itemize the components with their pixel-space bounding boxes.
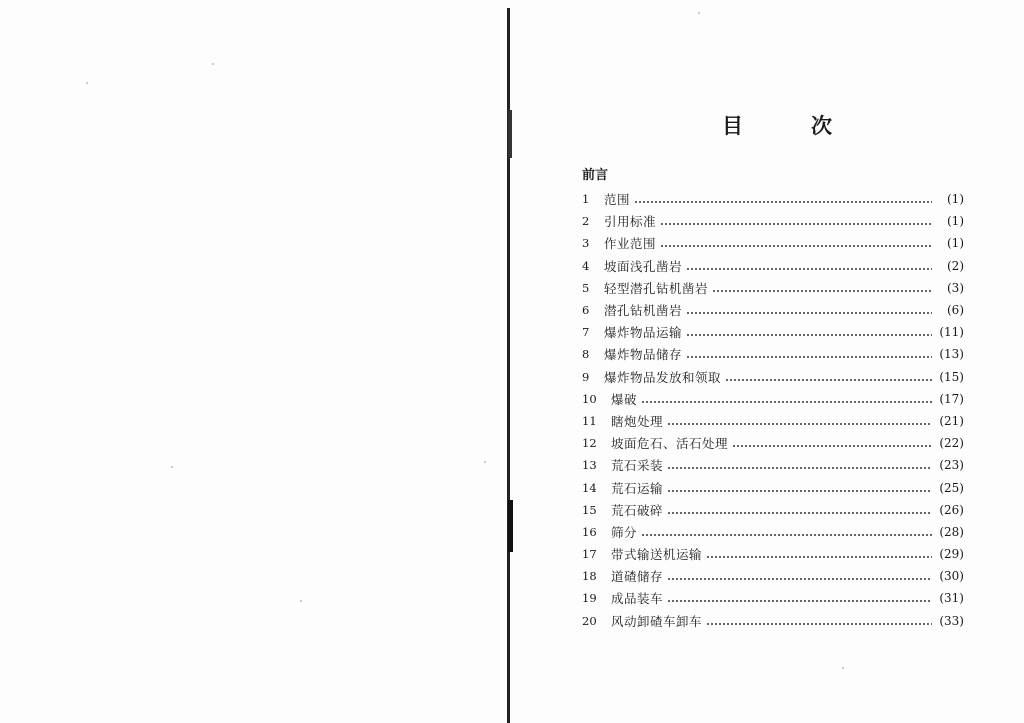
toc-entry [582,232,964,254]
toc-entry-label: 瞎炮处理 [611,413,664,429]
toc-dot-leader [686,259,932,273]
toc-entry-page: (1) [947,192,964,207]
toc-dot-leader [706,614,932,628]
toc-dot-leader [667,458,932,472]
toc-entry-label: 轻型潜孔钻机凿岩 [604,280,709,296]
toc-dot-leader [667,569,932,583]
toc-entry-page: (3) [947,280,964,295]
toc-entry [582,410,964,432]
toc-entry-number: 1 [582,192,590,207]
toc-entry [582,499,964,521]
toc-dot-leader [660,236,932,250]
toc-title-char: 次 [811,113,832,138]
toc-entry-page: (31) [939,591,964,606]
toc-entry-label: 爆破 [611,391,638,407]
toc-entry-number: 10 [582,391,597,406]
toc-entry-page: (11) [939,325,964,340]
toc-entry-page: (17) [939,391,964,406]
toc-entry-label: 爆炸物品运输 [604,325,683,341]
toc-title-char: 目 [722,113,743,138]
toc-entry [582,610,964,632]
toc-dot-leader [641,392,932,406]
toc-dot-leader [686,325,932,339]
toc-entry-label: 坡面危石、活石处理 [611,436,729,452]
toc-entry [582,543,964,565]
toc-entry-number: 2 [582,214,590,229]
toc-dot-leader [641,525,932,539]
toc-entry-label: 带式输送机运输 [611,547,703,563]
toc-dot-leader [686,303,932,317]
toc-entry-number: 11 [582,413,597,428]
toc-entry-number: 9 [582,369,590,384]
toc-entry-label: 荒石运输 [611,480,664,496]
scan-speck [484,461,486,463]
toc-entry-page: (21) [939,413,964,428]
toc-preface: 前言 [582,168,609,183]
toc-entry [582,321,964,343]
toc-entry-label: 坡面浅孔凿岩 [604,258,683,274]
toc-entry-number: 15 [582,502,597,517]
toc-entry-label: 引用标准 [604,214,657,230]
toc-entry-number: 4 [582,258,590,273]
toc-entry-label: 筛分 [611,524,638,540]
toc-entry-number: 8 [582,347,590,362]
toc-entry [582,210,964,232]
toc-dot-leader [667,591,932,605]
toc-entry-label: 爆炸物品发放和领取 [604,369,722,385]
toc-entry-number: 13 [582,458,597,473]
toc-entry-page: (33) [939,613,964,628]
toc-entry-label: 荒石采装 [611,458,664,474]
toc-entry-page: (13) [939,347,964,362]
toc-entry-number: 16 [582,524,597,539]
toc-entry-page: (30) [939,569,964,584]
toc-entry-page: (15) [939,369,964,384]
scan-speck [171,466,173,468]
toc-entry-page: (26) [939,502,964,517]
toc-entry-label: 潜孔钻机凿岩 [604,303,683,319]
toc-entry-label: 范围 [604,192,631,208]
toc-entry-page: (29) [939,547,964,562]
toc-entry-page: (1) [947,214,964,229]
toc-dot-leader [732,436,932,450]
toc-entry-page: (1) [947,236,964,251]
toc-entry-page: (2) [947,258,964,273]
toc-entry-number: 3 [582,236,590,251]
toc-dot-leader [725,370,932,384]
toc-dot-leader [667,414,932,428]
toc-entry-page: (6) [947,303,964,318]
toc-entry-number: 6 [582,303,590,318]
scan-speck [212,63,214,65]
toc-entry-number: 5 [582,280,590,295]
toc-entry-number: 19 [582,591,597,606]
toc-dot-leader [667,503,932,517]
toc-entry-number: 7 [582,325,590,340]
toc-entry-number: 17 [582,547,597,562]
toc-entry-page: (22) [939,436,964,451]
toc-entry-page: (28) [939,524,964,539]
toc-title [722,110,832,140]
toc-entry-number: 12 [582,436,597,451]
toc-entry-page: (23) [939,458,964,473]
toc-entry [582,255,964,277]
scan-speck [300,600,302,602]
toc-entry [582,188,964,210]
toc-entry-number: 20 [582,613,597,628]
scan-speck [86,82,88,84]
toc-dot-leader [712,281,932,295]
toc-dot-leader [706,547,932,561]
toc-entry [582,299,964,321]
toc-dot-leader [634,192,932,206]
toc-entry [582,366,964,388]
toc-dot-leader [686,347,932,361]
toc-entry-number: 14 [582,480,597,495]
toc-entry [582,565,964,587]
toc-entry-label: 作业范围 [604,236,657,252]
toc-entry [582,454,964,476]
table-of-contents [582,166,964,632]
toc-entry-page: (25) [939,480,964,495]
toc-entry [582,277,964,299]
toc-entry [582,432,964,454]
scan-speck [842,667,844,669]
left-page-blank [0,0,508,723]
toc-entry [582,587,964,609]
toc-entry [582,521,964,543]
toc-entry [582,388,964,410]
scan-speck [698,12,700,14]
toc-entry-label: 风动卸碴车卸车 [611,613,703,629]
toc-entry [582,343,964,365]
toc-dot-leader [667,481,932,495]
toc-dot-leader [660,214,932,228]
toc-entry-label: 成品装车 [611,591,664,607]
toc-entry [582,476,964,498]
toc-entry-label: 荒石破碎 [611,502,664,518]
toc-entry-number: 18 [582,569,597,584]
toc-entry-label: 道碴储存 [611,569,664,585]
toc-entry-label: 爆炸物品储存 [604,347,683,363]
